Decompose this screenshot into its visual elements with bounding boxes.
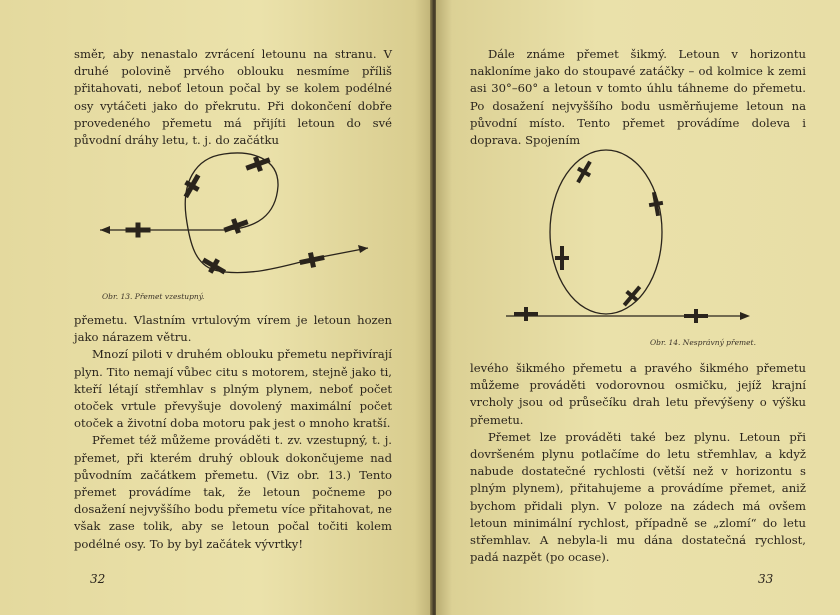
- airplane-icon: [647, 191, 665, 217]
- right-paragraph-2: Přemet lze prováděti také bez plynu. Letoun při dovršeném plynu potlačíme do letu střemhlav, a když nabude dostatečné rychlosti (větší než v horizontu s plným plynem), přitahujeme a provádíme přemet, aniž bychom přidali plyn. V poloze na zádech má ovšem letoun minimální rychlost, případně se „zlomí“ do letu střemhlav. A nebyla-li mu dána dostatečná rychlost, padá nazpět (po ocase).: [470, 429, 806, 565]
- figure-14-loop-diagram: [496, 146, 776, 326]
- figure-13-loop-diagram: [96, 146, 396, 306]
- left-paragraph-2: Mnozí piloti v druhém oblouku přemetu nepřivírají plyn. Tito nemají vůbec citu s motorem, stejně jako ti, kteří létají střemhlav s plným plynem, neboť počet otoček vrtule převyšuje dovolený maximální počet otoček a životní doba motoru pak jest o mnoho kratší.: [74, 347, 392, 431]
- airplane-icon: [299, 251, 325, 270]
- arrow-head-right: [740, 312, 750, 320]
- left-bottom-text: [74, 312, 392, 553]
- loop-path: [100, 153, 368, 273]
- left-paragraph-1: přemetu. Vlastním vrtulovým vírem je letoun hozen jako nárazem větru.: [74, 313, 392, 345]
- arrow-head-left: [100, 226, 110, 234]
- left-top-paragraph: směr, aby nenastalo zvrácení letounu na stranu. V druhé polovině prvého oblouku nesmíme příliš přitahovati, neboť letoun počal by se kolem podélné osy vytáčeti jako do překrutu. Při dokončení dobře provedeného přemetu má přijíti letoun do své původní dráhy letu, t. j. do začátku: [74, 47, 392, 148]
- loop-ellipse: [550, 150, 662, 314]
- arrow-head-right: [358, 245, 368, 253]
- right-page: [436, 0, 840, 615]
- left-page-number: 32: [90, 572, 106, 586]
- airplane-icon: [126, 223, 150, 237]
- left-paragraph-3: Přemet též můžeme prováděti t. zv. vzestupný, t. j. přemet, při kterém druhý oblouk dokončujeme nad původním začátkem přemetu. (Viz obr. 13.) Tento přemet provádíme tak, že letoun počneme po dosažení nejvyššího bodu přemetu více přitahovat, ne však zase tolik, aby se letoun počal točiti kolem podélné osy. To by byl začátek vývrtky!: [74, 433, 392, 551]
- left-top-text: [74, 46, 392, 149]
- right-page-number: 33: [758, 572, 774, 586]
- right-top-paragraph: Dále známe přemet šikmý. Letoun v horizontu nakloníme jako do stoupavé zatáčky – od kolmice k zemi asi 30°–60° a letoun v tomto úhlu táhneme do přemetu. Po dosažení nejvyššího bodu usměrňujeme letoun na původní místo. Tento přemet provádíme doleva i doprava. Spojením: [470, 47, 806, 148]
- airplane-icon: [200, 254, 228, 278]
- airplane-icon: [514, 307, 538, 321]
- airplane-icon: [222, 215, 249, 236]
- airplane-icon: [684, 309, 708, 323]
- figure-13-caption: Obr. 13. Přemet vzestupný.: [102, 292, 205, 301]
- right-top-text: [470, 46, 806, 149]
- right-bottom-text: [470, 360, 806, 566]
- airplane-icon: [555, 246, 569, 270]
- right-paragraph-1: levého šikmého přemetu a pravého šikmého přemetu můžeme prováděti vodorovnou osmičku, jejíž krajní vrcholy jsou od průsečíku drah letu převýšeny o výšku přemetu.: [470, 361, 806, 427]
- figure-14-caption: Obr. 14. Nesprávný přemet.: [650, 338, 756, 347]
